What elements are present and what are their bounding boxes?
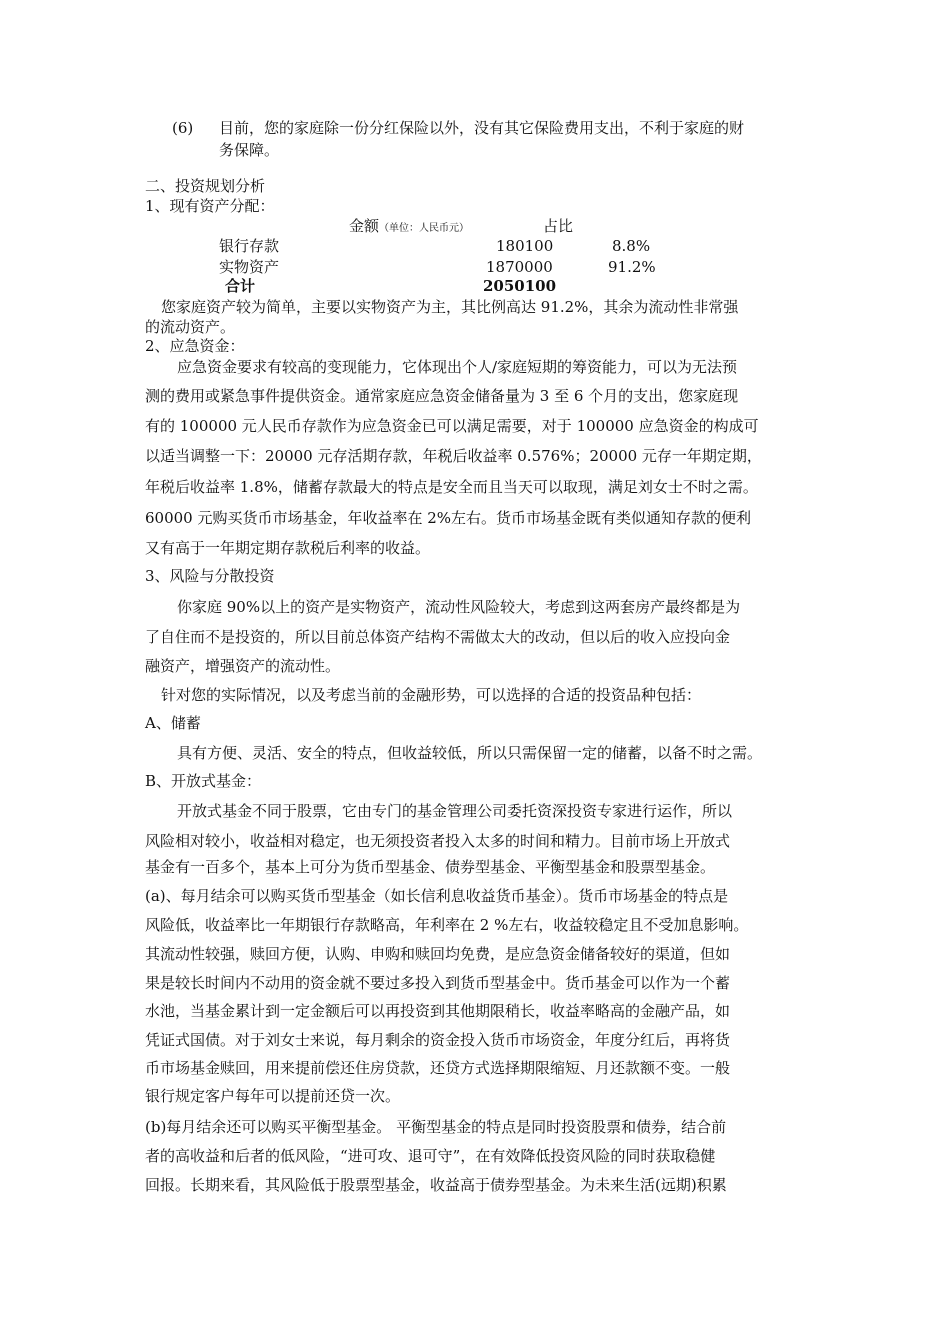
- item-6-line-2: 务保障。: [219, 141, 280, 159]
- item-6-number: (6): [172, 119, 194, 137]
- options-intro: 针对您的实际情况，以及考虑当前的金融形势，可以选择的合适的投资品种包括：: [161, 686, 702, 704]
- subsection-1-heading: 1、现有资产分配：: [145, 197, 275, 215]
- risk-para-line-3: 融资产，增强资产的流动性。: [145, 657, 341, 675]
- risk-para-line-2: 了自住而不是投资的，所以目前总体资产结构不需做太大的改动，但以后的收入应投向金: [145, 628, 731, 646]
- emergency-para-line-4: 以适当调整一下：20000 元存活期存款，年税后收益率 0.576%；20000 元存一年期定期，: [145, 447, 762, 465]
- table-header-amount: [349, 216, 469, 239]
- option-b-b-line-1: (b)每月结余还可以购买平衡型基金。 平衡型基金的特点是同时投资股票和债券，结合前: [145, 1118, 727, 1136]
- table-total-amount: 2050100: [483, 277, 557, 295]
- option-b-para-line-3: 基金有一百多个，基本上可分为货币型基金、债券型基金、平衡型基金和股票型基金。: [145, 858, 716, 876]
- emergency-para-line-2: 测的费用或紧急事件提供资金。通常家庭应急资金储备量为 3 至 6 个月的支出，您家庭现: [145, 387, 739, 405]
- option-b-para-line-2: 风险相对较小，收益相对稳定，也无须投资者投入太多的时间和精力。目前市场上开放式: [145, 832, 731, 850]
- amount-header-label: 金额: [349, 217, 380, 235]
- table-row-bank-name: 银行存款: [219, 237, 280, 255]
- emergency-para-line-3: 有的 100000 元人民币存款作为应急资金已可以满足需要，对于 100000 应急资金的构成可: [145, 417, 759, 435]
- emergency-para-line-7: 又有高于一年期定期存款税后利率的收益。: [145, 539, 431, 557]
- table-row-physical-name: 实物资产: [219, 258, 280, 276]
- asset-comment-line-1: 您家庭资产较为简单，主要以实物资产为主，其比例高达 91.2%，其余为流动性非常强: [161, 298, 739, 316]
- item-6-line-1: 目前，您的家庭除一份分红保险以外，没有其它保险费用支出，不利于家庭的财: [219, 119, 745, 137]
- table-total-label: 合计: [225, 277, 256, 295]
- emergency-para-line-1: 应急资金要求有较高的变现能力，它体现出个人/家庭短期的筹资能力，可以为无法预: [177, 358, 738, 376]
- table-row-physical-amount: 1870000: [486, 258, 553, 276]
- option-b-b-line-2: 者的高收益和后者的低风险，“进可攻、退可守”，在有效降低投资风险的同时获取稳健: [145, 1147, 716, 1165]
- asset-comment-line-2: 的流动资产。: [145, 318, 236, 336]
- risk-para-line-1: 你家庭 90%以上的资产是实物资产，流动性风险较大，考虑到这两套房产最终都是为: [177, 598, 741, 616]
- table-row-bank-ratio: 8.8%: [612, 237, 651, 255]
- subsection-2-heading: 2、应急资金：: [145, 337, 245, 355]
- option-b-para-line-1: 开放式基金不同于股票，它由专门的基金管理公司委托资深投资专家进行运作，所以: [177, 802, 733, 820]
- option-b-a-line-6: 凭证式国债。对于刘女士来说，每月剩余的资金投入货币市场资金，年度分红后，再将货: [145, 1031, 731, 1049]
- option-b-a-line-8: 银行规定客户每年可以提前还贷一次。: [145, 1087, 401, 1105]
- option-b-a-line-7: 币市场基金赎回，用来提前偿还住房贷款，还贷方式选择期限缩短、月还款额不变。一般: [145, 1059, 731, 1077]
- option-a-heading: A、储蓄: [145, 714, 201, 732]
- option-b-a-line-2: 风险低，收益率比一年期银行存款略高，年利率在 2 %左右，收益较稳定且不受加息影响。: [145, 916, 749, 934]
- section-2-heading: 二、投资规划分析: [145, 177, 266, 195]
- subsection-3-heading: 3、风险与分散投资: [145, 567, 275, 585]
- option-b-heading: B、开放式基金：: [145, 772, 262, 790]
- table-row-physical-ratio: 91.2%: [608, 258, 656, 276]
- option-b-b-line-3: 回报。长期来看，其风险低于股票型基金，收益高于债券型基金。为未来生活(远期)积累: [145, 1176, 727, 1194]
- option-a-text: 具有方便、灵活、安全的特点，但收益较低，所以只需保留一定的储蓄，以备不时之需。: [177, 744, 763, 762]
- emergency-para-line-6: 60000 元购买货币市场基金，年收益率在 2%左右。货币市场基金既有类似通知存款的便利: [145, 509, 752, 527]
- emergency-para-line-5: 年税后收益率 1.8%，储蓄存款最大的特点是安全而且当天可以取现，满足刘女士不时之需。: [145, 478, 758, 496]
- option-b-a-line-1: (a)、每月结余可以购买货币型基金（如长信利息收益货币基金）。货币市场基金的特点是: [145, 887, 729, 905]
- amount-unit-label: （单位：人民币元）: [379, 223, 470, 234]
- table-row-bank-amount: 180100: [496, 237, 554, 255]
- option-b-a-line-4: 果是较长时间内不动用的资金就不要过多投入到货币型基金中。货币基金可以作为一个蓄: [145, 974, 731, 992]
- option-b-a-line-5: 水池，当基金累计到一定金额后可以再投资到其他期限稍长，收益率略高的金融产品，如: [145, 1002, 731, 1020]
- table-header-ratio: 占比: [543, 217, 574, 235]
- option-b-a-line-3: 其流动性较强，赎回方便，认购、申购和赎回均免费，是应急资金储备较好的渠道，但如: [145, 945, 731, 963]
